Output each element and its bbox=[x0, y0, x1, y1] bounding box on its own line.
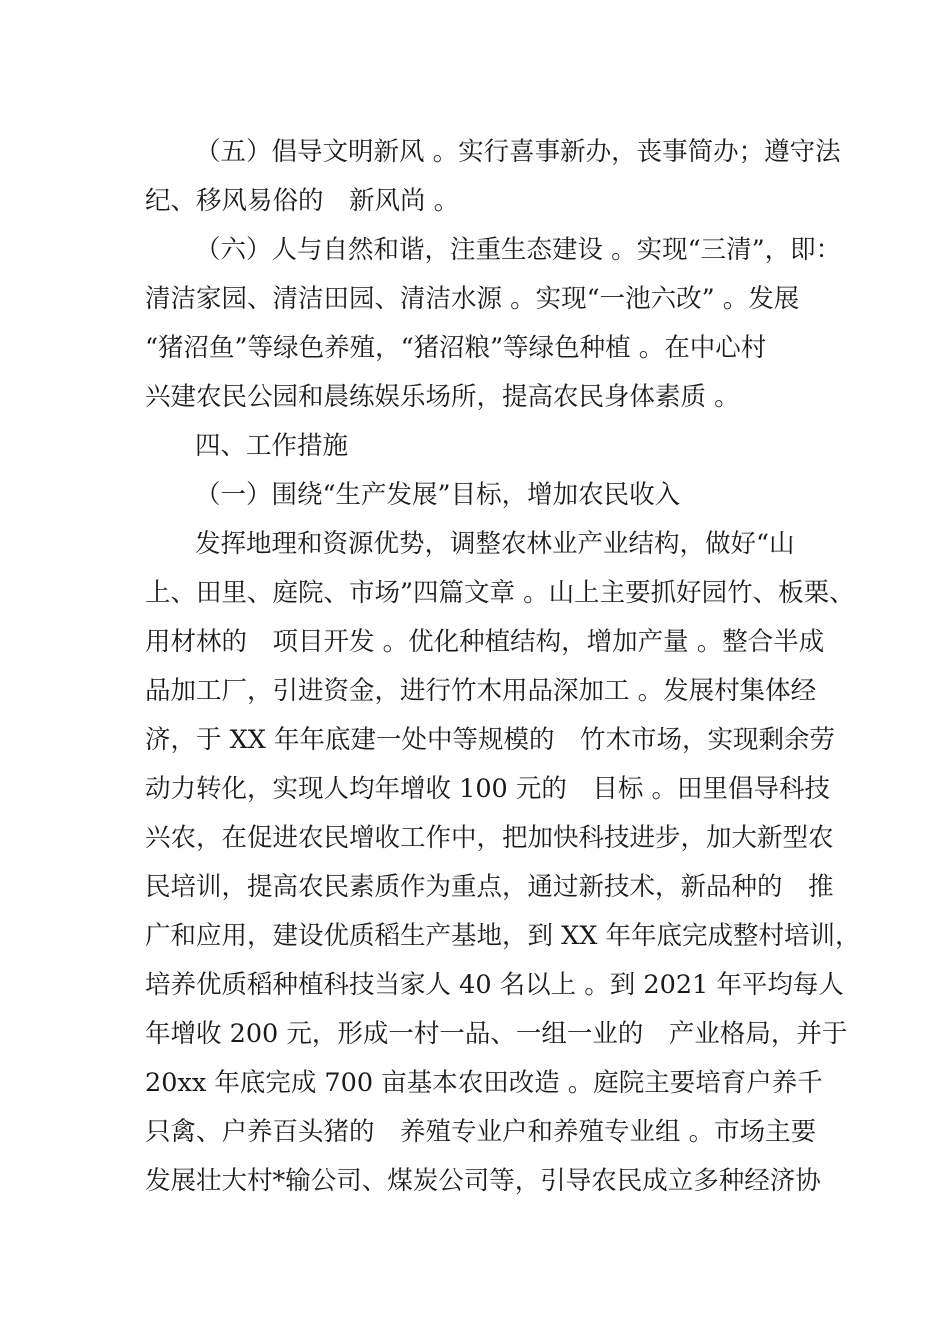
text-line: 纪、移风易俗的 新风尚 。 bbox=[145, 186, 460, 216]
text-line: 清洁家园、清洁田园、清洁水源 。实现“一池六改” 。发展 bbox=[145, 284, 800, 314]
text-line: “猪沼鱼”等绿色养殖，“猪沼粮”等绿色种植 。在中心村 bbox=[145, 333, 767, 363]
text-line: （五）倡导文明新风 。实行喜事新办，丧事简办；遵守法 bbox=[195, 137, 841, 167]
text-line: 培养优质稻种植科技当家人 40 名以上 。到 2021 年平均每人 bbox=[145, 970, 844, 1000]
text-line: 发展壮大村*输公司、煤炭公司等，引导农民成立多种经济协 bbox=[145, 1166, 821, 1196]
text-line: 动力转化，实现人均年增收 100 元的 目标 。田里倡导科技 bbox=[145, 774, 830, 804]
document-body bbox=[145, 128, 861, 1206]
text-line: 兴建农民公园和晨练娱乐场所，提高农民身体素质 。 bbox=[145, 382, 740, 412]
text-line: 济，于 XX 年年底建一处中等规模的 竹木市场，实现剩余劳 bbox=[145, 725, 836, 755]
text-line: 20xx 年底完成 700 亩基本农田改造 。庭院主要培育户养千 bbox=[145, 1068, 823, 1098]
text-line: 兴农，在促进农民增收工作中，把加快科技进步，加大新型农 bbox=[145, 823, 834, 853]
text-line: 民培训，提高农民素质作为重点，通过新技术，新品种的 推 bbox=[145, 872, 834, 902]
text-line: 品加工厂，引进资金，进行竹木用品深加工 。发展村集体经 bbox=[145, 676, 817, 706]
text-line: 上、田里、庭院、市场”四篇文章 。山上主要抓好园竹、板栗、 bbox=[145, 578, 855, 608]
text-line: （六）人与自然和谐，注重生态建设 。实现“三清”，即： bbox=[195, 235, 842, 265]
text-line: 只禽、户养百头猪的 养殖专业户和养殖专业组 。市场主要 bbox=[145, 1117, 817, 1147]
text-line: 用材林的 项目开发 。优化种植结构，增加产量 。整合半成 bbox=[145, 627, 825, 657]
section-heading: 四、工作措施 bbox=[195, 431, 349, 461]
text-line: 年增收 200 元，形成一村一品、一组一业的 产业格局，并于 bbox=[145, 1019, 848, 1049]
text-line: 广和应用，建设优质稻生产基地，到 XX 年年底完成整村培训， bbox=[145, 921, 861, 951]
text-line: 发挥地理和资源优势，调整农林业产业结构，做好“山 bbox=[195, 529, 795, 559]
subsection-heading: （一）围绕“生产发展”目标，增加农民收入 bbox=[195, 480, 681, 510]
